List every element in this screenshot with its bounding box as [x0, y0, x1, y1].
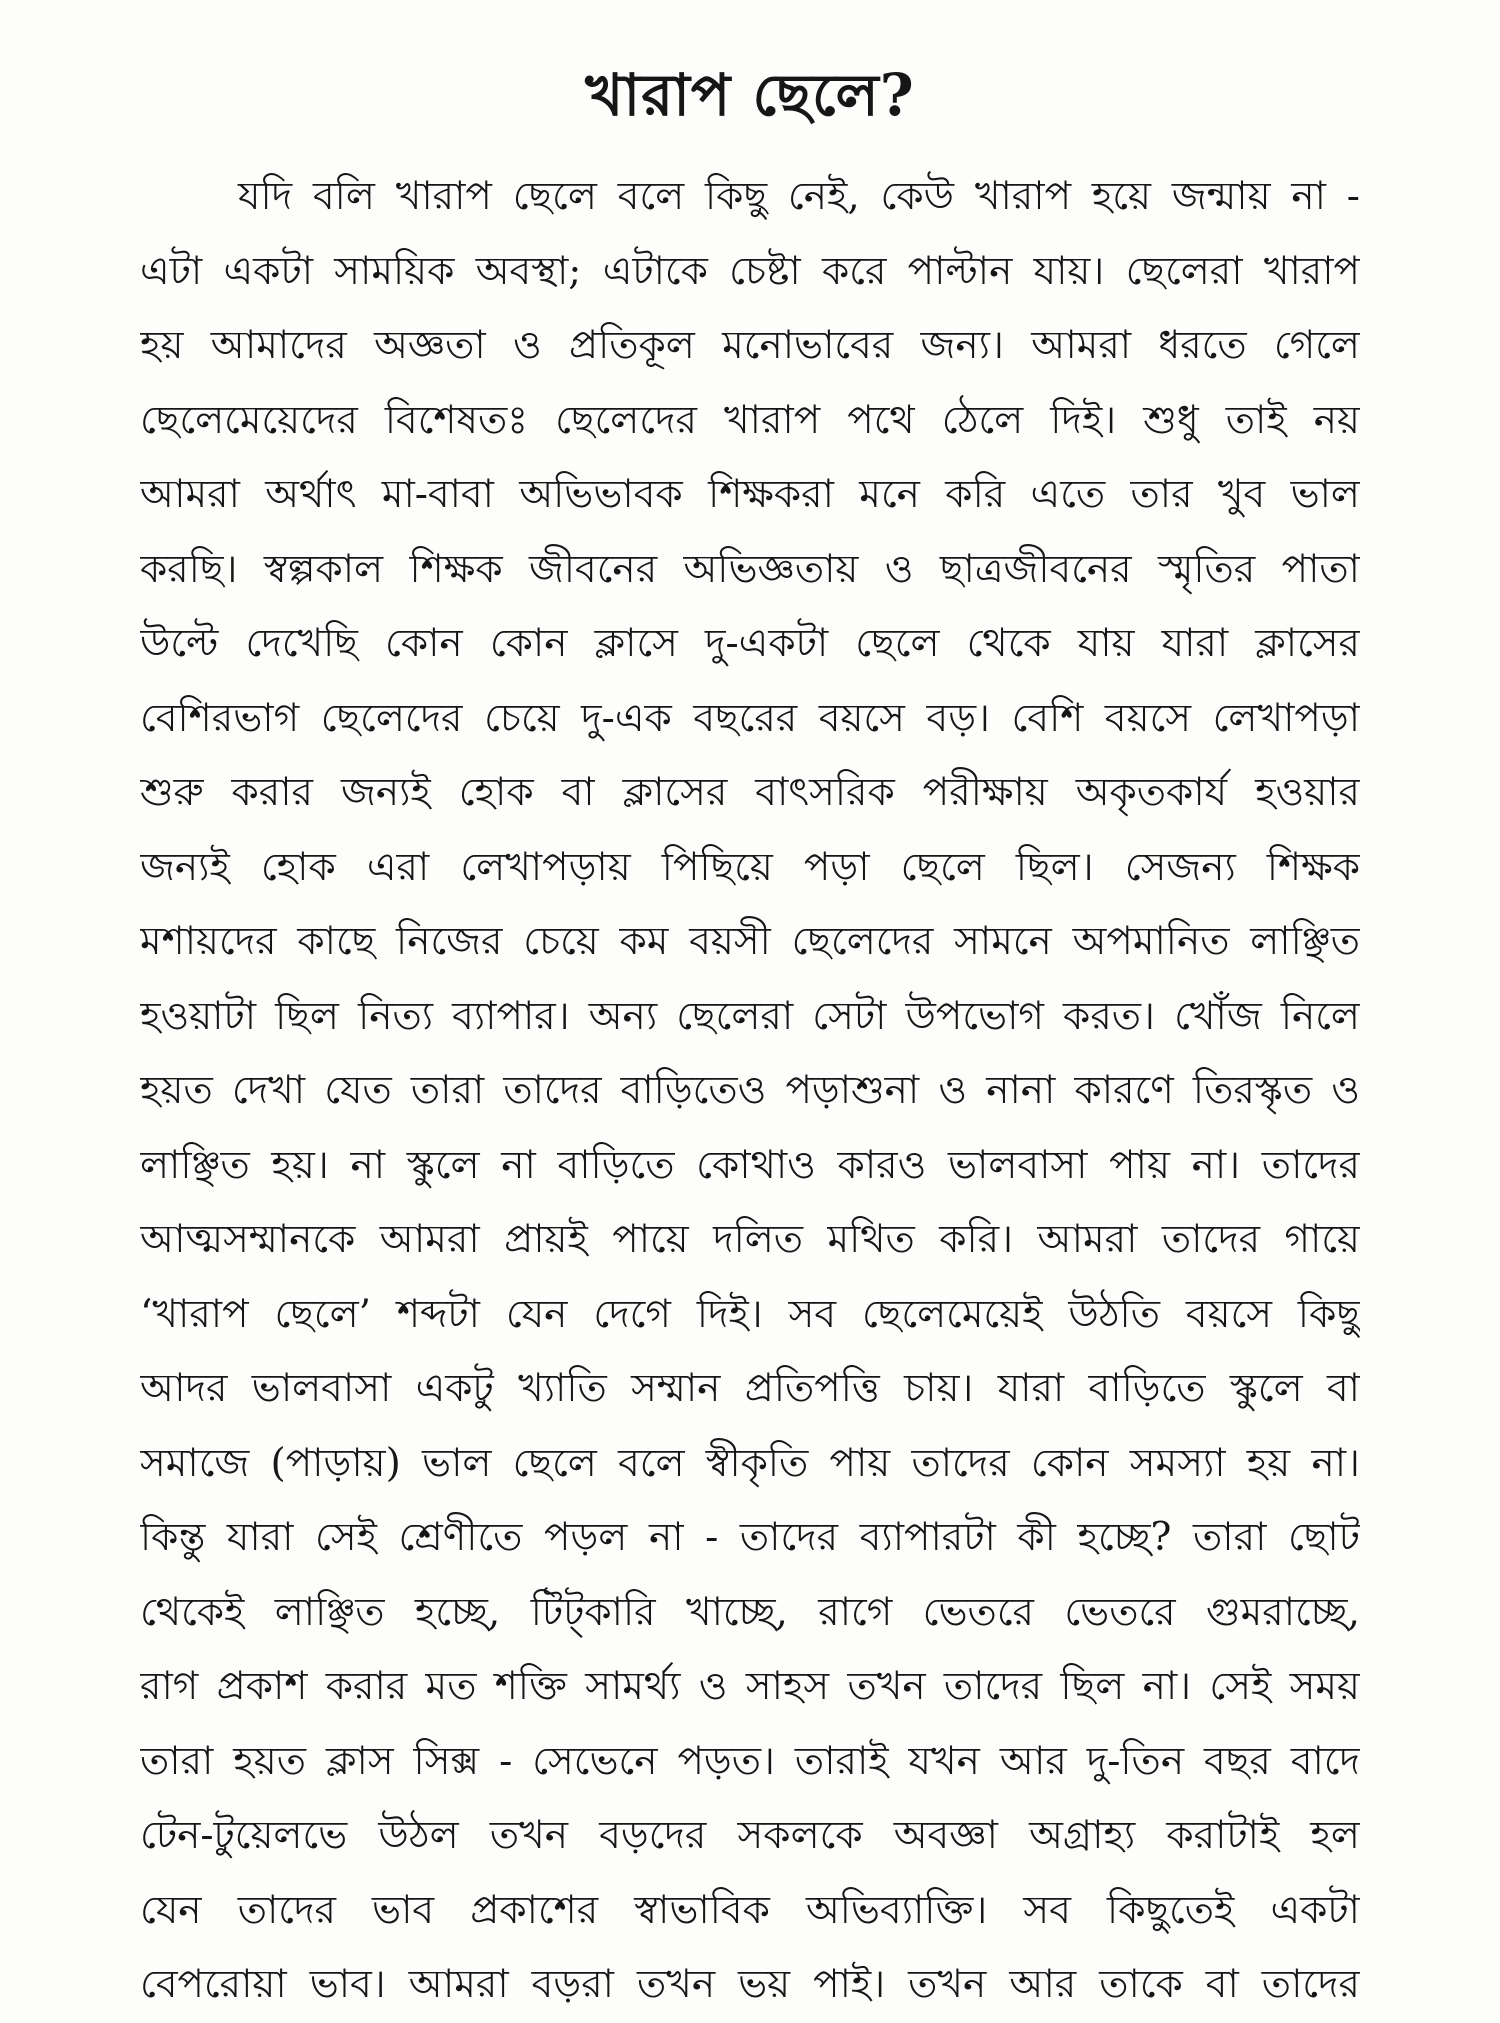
- paragraph-line: হয়ত দেখা যেত তারা তাদের বাড়িতেও পড়াশুনা ও নানা কারণে তিরস্কৃত ও: [140, 1068, 1360, 1113]
- paragraph-line: হওয়াটা ছিল নিত্য ব্যাপার। অন্য ছেলেরা সেটা উপভোগ করত। খোঁজ নিলে: [140, 993, 1360, 1039]
- paragraph: [140, 160, 1360, 2023]
- page-title: খারাপ ছেলে?: [585, 61, 915, 129]
- paragraph-line: বেপরোয়া ভাব। আমরা বড়রা তখন ভয় পাই। তখন আর তাকে বা তাদের: [140, 1962, 1360, 2007]
- paragraph-line: যেন তাদের ভাব প্রকাশের স্বাভাবিক অভিব্যাক্তি। সব কিছুতেই একটা: [140, 1887, 1360, 1933]
- paragraph-line: তারা হয়ত ক্লাস সিক্স - সেভেনে পড়ত। তারাই যখন আর দু-তিন বছর বাদে: [140, 1738, 1360, 1784]
- paragraph-line: ছেলেমেয়েদের বিশেষতঃ ছেলেদের খারাপ পথে ঠেলে দিই। শুধু তাই নয়: [140, 397, 1360, 443]
- paragraph-line: কিন্তু যারা সেই শ্রেণীতে পড়ল না - তাদের ব্যাপারটা কী হচ্ছে? তারা ছোট: [140, 1515, 1360, 1560]
- paragraph-line: আমরা অর্থাৎ মা-বাবা অভিভাবক শিক্ষকরা মনে করি এতে তার খুব ভাল: [140, 472, 1360, 517]
- paragraph-line: উল্টে দেখেছি কোন কোন ক্লাসে দু-একটা ছেলে থেকে যায় যারা ক্লাসের: [140, 621, 1360, 666]
- paragraph-line: যদি বলি খারাপ ছেলে বলে কিছু নেই, কেউ খারাপ হয়ে জন্মায় না -: [238, 174, 1360, 219]
- paragraph-line: সমাজে (পাড়ায়) ভাল ছেলে বলে স্বীকৃতি পায় তাদের কোন সমস্যা হয় না।: [140, 1440, 1360, 1486]
- paragraph-line: করছি। স্বল্পকাল শিক্ষক জীবনের অভিজ্ঞতায় ও ছাত্রজীবনের স্মৃতির পাতা: [140, 546, 1360, 592]
- paragraph-line: রাগ প্রকাশ করার মত শক্তি সামর্থ্য ও সাহস তখন তাদের ছিল না। সেই সময়: [140, 1664, 1360, 1709]
- paragraph-line: আত্মসম্মানকে আমরা প্রায়ই পায়ে দলিত মথিত করি। আমরা তাদের গায়ে: [140, 1217, 1360, 1262]
- paragraph-line: মশায়দের কাছে নিজের চেয়ে কম বয়সী ছেলেদের সামনে অপমানিত লাঞ্ছিত: [140, 919, 1360, 964]
- paragraph-line: টেন-টুয়েলভে উঠল তখন বড়দের সকলকে অবজ্ঞা অগ্রাহ্য করাটাই হল: [140, 1813, 1360, 1858]
- paragraph-line: থেকেই লাঞ্ছিত হচ্ছে, টিট্‌কারি খাচ্ছে, রাগে ভেতরে ভেতরে গুমরাচ্ছে,: [140, 1589, 1360, 1635]
- paragraph-line: লাঞ্ছিত হয়। না স্কুলে না বাড়িতে কোথাও কারও ভালবাসা পায় না। তাদের: [140, 1142, 1360, 1188]
- paragraph-line: জন্যই হোক এরা লেখাপড়ায় পিছিয়ে পড়া ছেলে ছিল। সেজন্য শিক্ষক: [140, 844, 1360, 890]
- paragraph-line: আদর ভালবাসা একটু খ্যাতি সম্মান প্রতিপত্তি চায়। যারা বাড়িতে স্কুলে বা: [140, 1366, 1360, 1411]
- paragraph-line: হয় আমাদের অজ্ঞতা ও প্রতিকূল মনোভাবের জন্য। আমরা ধরতে গেলে: [140, 323, 1360, 368]
- paragraph-line: ‘খারাপ ছেলে’ শব্দটা যেন দেগে দিই। সব ছেলেমেয়েই উঠতি বয়সে কিছু: [140, 1291, 1360, 1337]
- paragraph-line: শুরু করার জন্যই হোক বা ক্লাসের বাৎসরিক পরীক্ষায় অকৃতকার্য হওয়ার: [140, 770, 1360, 815]
- paragraph-line: বেশিরভাগ ছেলেদের চেয়ে দু-এক বছরের বয়সে বড়। বেশি বয়সে লেখাপড়া: [140, 695, 1360, 741]
- paragraph-line: এটা একটা সাময়িক অবস্থা; এটাকে চেষ্টা করে পাল্টান যায়। ছেলেরা খারাপ: [140, 248, 1360, 294]
